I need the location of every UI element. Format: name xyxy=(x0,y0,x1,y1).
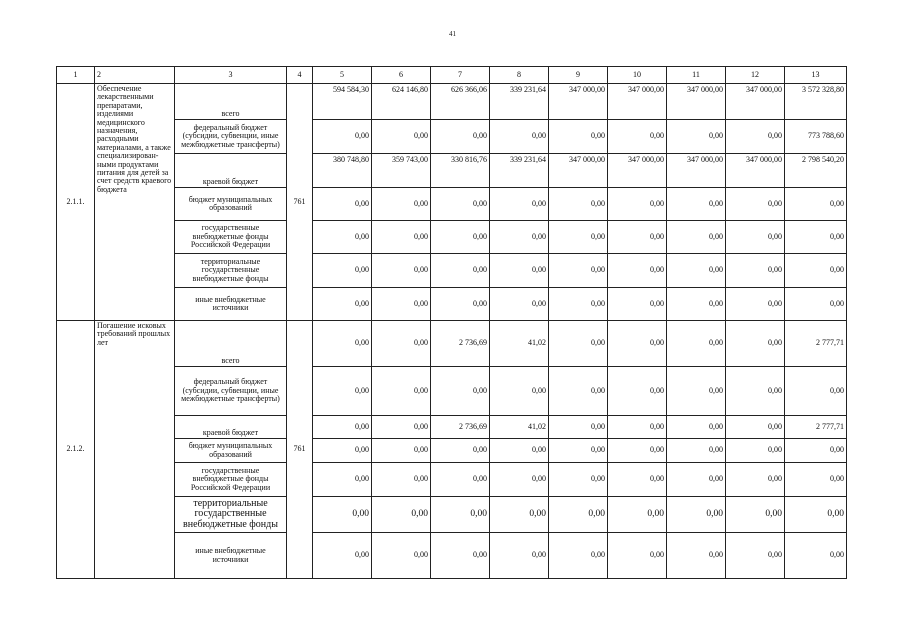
value-cell: 0,00 xyxy=(490,120,549,154)
value-cell: 0,00 xyxy=(549,321,608,367)
value-cell: 0,00 xyxy=(608,221,667,254)
value-cell: 0,00 xyxy=(785,288,847,321)
value-cell: 0,00 xyxy=(372,416,431,439)
value-cell: 0,00 xyxy=(372,221,431,254)
value-cell: 339 231,64 xyxy=(490,84,549,120)
value-cell: 0,00 xyxy=(667,221,726,254)
value-cell: 0,00 xyxy=(726,254,785,288)
value-cell: 0,00 xyxy=(608,416,667,439)
value-cell: 0,00 xyxy=(490,367,549,416)
value-cell: 0,00 xyxy=(490,221,549,254)
funding-source: краевой бюджет xyxy=(175,154,287,188)
value-cell: 0,00 xyxy=(431,188,490,221)
value-cell: 0,00 xyxy=(313,221,372,254)
value-cell: 0,00 xyxy=(726,321,785,367)
table-row xyxy=(57,84,847,120)
value-cell: 0,00 xyxy=(667,288,726,321)
value-cell: 359 743,00 xyxy=(372,154,431,188)
value-cell: 773 788,60 xyxy=(785,120,847,154)
table-row xyxy=(57,533,847,579)
value-cell: 0,00 xyxy=(372,188,431,221)
value-cell: 0,00 xyxy=(608,254,667,288)
value-cell: 339 231,64 xyxy=(490,154,549,188)
funding-source: государственные внебюджетные фонды Российской Федерации xyxy=(175,221,287,254)
budget-table xyxy=(56,66,847,579)
funding-source: федеральный бюджет (субсидии, субвенции, иные межбюджетные трансферты) xyxy=(175,367,287,416)
funding-source: бюджет муниципальных образований xyxy=(175,439,287,463)
table-row xyxy=(57,254,847,288)
value-cell: 0,00 xyxy=(431,120,490,154)
grbs-code: 761 xyxy=(287,84,313,321)
value-cell: 0,00 xyxy=(726,416,785,439)
value-cell: 41,02 xyxy=(490,416,549,439)
value-cell: 0,00 xyxy=(667,439,726,463)
grbs-code: 761 xyxy=(287,321,313,579)
value-cell: 0,00 xyxy=(549,367,608,416)
value-cell: 0,00 xyxy=(372,439,431,463)
value-cell: 0,00 xyxy=(608,497,667,533)
value-cell: 0,00 xyxy=(549,254,608,288)
value-cell: 347 000,00 xyxy=(608,154,667,188)
value-cell: 347 000,00 xyxy=(726,84,785,120)
value-cell: 0,00 xyxy=(726,497,785,533)
section-code: 2.1.1. xyxy=(57,84,95,321)
funding-source: федеральный бюджет (субсидии, субвенции, иные межбюджетные трансферты) xyxy=(175,120,287,154)
value-cell: 0,00 xyxy=(490,439,549,463)
value-cell: 0,00 xyxy=(431,533,490,579)
value-cell: 347 000,00 xyxy=(726,154,785,188)
value-cell: 0,00 xyxy=(372,367,431,416)
value-cell: 0,00 xyxy=(490,288,549,321)
value-cell: 0,00 xyxy=(785,463,847,497)
value-cell: 380 748,80 xyxy=(313,154,372,188)
value-cell: 0,00 xyxy=(490,463,549,497)
value-cell: 0,00 xyxy=(608,321,667,367)
value-cell: 0,00 xyxy=(431,288,490,321)
value-cell: 0,00 xyxy=(372,321,431,367)
value-cell: 2 736,69 xyxy=(431,416,490,439)
value-cell: 0,00 xyxy=(549,463,608,497)
funding-source: бюджет муниципальных образований xyxy=(175,188,287,221)
value-cell: 0,00 xyxy=(372,497,431,533)
header-row xyxy=(57,67,847,84)
value-cell: 0,00 xyxy=(608,188,667,221)
column-header: 5 xyxy=(313,67,372,84)
value-cell: 0,00 xyxy=(667,254,726,288)
value-cell: 0,00 xyxy=(667,497,726,533)
value-cell: 2 777,71 xyxy=(785,321,847,367)
value-cell: 0,00 xyxy=(549,439,608,463)
value-cell: 0,00 xyxy=(372,463,431,497)
value-cell: 347 000,00 xyxy=(667,84,726,120)
value-cell: 0,00 xyxy=(313,120,372,154)
value-cell: 0,00 xyxy=(667,533,726,579)
value-cell: 0,00 xyxy=(726,221,785,254)
value-cell: 330 816,76 xyxy=(431,154,490,188)
value-cell: 0,00 xyxy=(431,439,490,463)
section-description: Обеспечение лекарственными препаратами, изделиями медицинского назначения, расходными материалами, а также специализирован-ными продуктами питания для детей за счет средств краевого бюджета xyxy=(95,84,175,321)
table-row xyxy=(57,154,847,188)
section-code: 2.1.2. xyxy=(57,321,95,579)
value-cell: 0,00 xyxy=(667,188,726,221)
value-cell: 41,02 xyxy=(490,321,549,367)
value-cell: 0,00 xyxy=(431,367,490,416)
table-row xyxy=(57,463,847,497)
value-cell: 0,00 xyxy=(490,533,549,579)
value-cell: 2 798 540,20 xyxy=(785,154,847,188)
table-row xyxy=(57,321,847,367)
table-row xyxy=(57,288,847,321)
column-header: 2 xyxy=(95,67,175,84)
value-cell: 3 572 328,80 xyxy=(785,84,847,120)
value-cell: 0,00 xyxy=(608,367,667,416)
value-cell: 2 736,69 xyxy=(431,321,490,367)
page-number: 41 xyxy=(449,30,456,38)
funding-source: всего xyxy=(175,84,287,120)
table-row xyxy=(57,439,847,463)
value-cell: 0,00 xyxy=(726,288,785,321)
value-cell: 0,00 xyxy=(313,416,372,439)
value-cell: 0,00 xyxy=(726,120,785,154)
value-cell: 0,00 xyxy=(313,497,372,533)
value-cell: 347 000,00 xyxy=(608,84,667,120)
value-cell: 0,00 xyxy=(549,497,608,533)
value-cell: 0,00 xyxy=(608,120,667,154)
value-cell: 0,00 xyxy=(372,533,431,579)
value-cell: 0,00 xyxy=(313,288,372,321)
value-cell: 0,00 xyxy=(785,533,847,579)
value-cell: 0,00 xyxy=(372,288,431,321)
value-cell: 347 000,00 xyxy=(549,84,608,120)
column-header: 6 xyxy=(372,67,431,84)
value-cell: 0,00 xyxy=(608,463,667,497)
value-cell: 0,00 xyxy=(313,439,372,463)
value-cell: 0,00 xyxy=(431,463,490,497)
value-cell: 0,00 xyxy=(490,254,549,288)
value-cell: 594 584,30 xyxy=(313,84,372,120)
value-cell: 0,00 xyxy=(313,463,372,497)
value-cell: 0,00 xyxy=(431,221,490,254)
value-cell: 2 777,71 xyxy=(785,416,847,439)
value-cell: 0,00 xyxy=(667,463,726,497)
value-cell: 0,00 xyxy=(785,367,847,416)
column-header: 4 xyxy=(287,67,313,84)
table-row xyxy=(57,221,847,254)
value-cell: 0,00 xyxy=(549,188,608,221)
value-cell: 0,00 xyxy=(785,221,847,254)
column-header: 12 xyxy=(726,67,785,84)
value-cell: 0,00 xyxy=(549,416,608,439)
column-header: 13 xyxy=(785,67,847,84)
value-cell: 0,00 xyxy=(726,439,785,463)
value-cell: 0,00 xyxy=(608,533,667,579)
value-cell: 0,00 xyxy=(549,221,608,254)
value-cell: 626 366,06 xyxy=(431,84,490,120)
value-cell: 0,00 xyxy=(785,439,847,463)
table-row xyxy=(57,120,847,154)
value-cell: 0,00 xyxy=(313,188,372,221)
value-cell: 0,00 xyxy=(490,188,549,221)
value-cell: 0,00 xyxy=(726,533,785,579)
value-cell: 0,00 xyxy=(549,288,608,321)
funding-source: государственные внебюджетные фонды Российской Федерации xyxy=(175,463,287,497)
value-cell: 0,00 xyxy=(667,416,726,439)
funding-source: всего xyxy=(175,321,287,367)
value-cell: 0,00 xyxy=(431,254,490,288)
value-cell: 0,00 xyxy=(549,120,608,154)
value-cell: 0,00 xyxy=(372,120,431,154)
value-cell: 0,00 xyxy=(667,367,726,416)
value-cell: 0,00 xyxy=(431,497,490,533)
value-cell: 0,00 xyxy=(726,188,785,221)
value-cell: 0,00 xyxy=(372,254,431,288)
value-cell: 0,00 xyxy=(313,321,372,367)
value-cell: 624 146,80 xyxy=(372,84,431,120)
value-cell: 0,00 xyxy=(313,254,372,288)
table-row xyxy=(57,497,847,533)
value-cell: 0,00 xyxy=(726,463,785,497)
column-header: 3 xyxy=(175,67,287,84)
funding-source: иные внебюджетные источники xyxy=(175,288,287,321)
section-description: Погашение исковых требований прошлых лет xyxy=(95,321,175,579)
value-cell: 0,00 xyxy=(549,533,608,579)
column-header: 8 xyxy=(490,67,549,84)
value-cell: 0,00 xyxy=(785,254,847,288)
value-cell: 0,00 xyxy=(785,497,847,533)
value-cell: 0,00 xyxy=(785,188,847,221)
value-cell: 0,00 xyxy=(726,367,785,416)
column-header: 1 xyxy=(57,67,95,84)
value-cell: 0,00 xyxy=(608,439,667,463)
funding-source: краевой бюджет xyxy=(175,416,287,439)
value-cell: 0,00 xyxy=(313,367,372,416)
value-cell: 0,00 xyxy=(667,321,726,367)
funding-source: территориальные государственные внебюджетные фонды xyxy=(175,254,287,288)
column-header: 9 xyxy=(549,67,608,84)
column-header: 10 xyxy=(608,67,667,84)
value-cell: 347 000,00 xyxy=(667,154,726,188)
value-cell: 0,00 xyxy=(490,497,549,533)
table-row xyxy=(57,367,847,416)
value-cell: 347 000,00 xyxy=(549,154,608,188)
table-row xyxy=(57,188,847,221)
value-cell: 0,00 xyxy=(667,120,726,154)
table-row xyxy=(57,416,847,439)
column-header: 11 xyxy=(667,67,726,84)
value-cell: 0,00 xyxy=(313,533,372,579)
column-header: 7 xyxy=(431,67,490,84)
funding-source: территориальные государственные внебюджетные фонды xyxy=(175,497,287,533)
funding-source: иные внебюджетные источники xyxy=(175,533,287,579)
value-cell: 0,00 xyxy=(608,288,667,321)
